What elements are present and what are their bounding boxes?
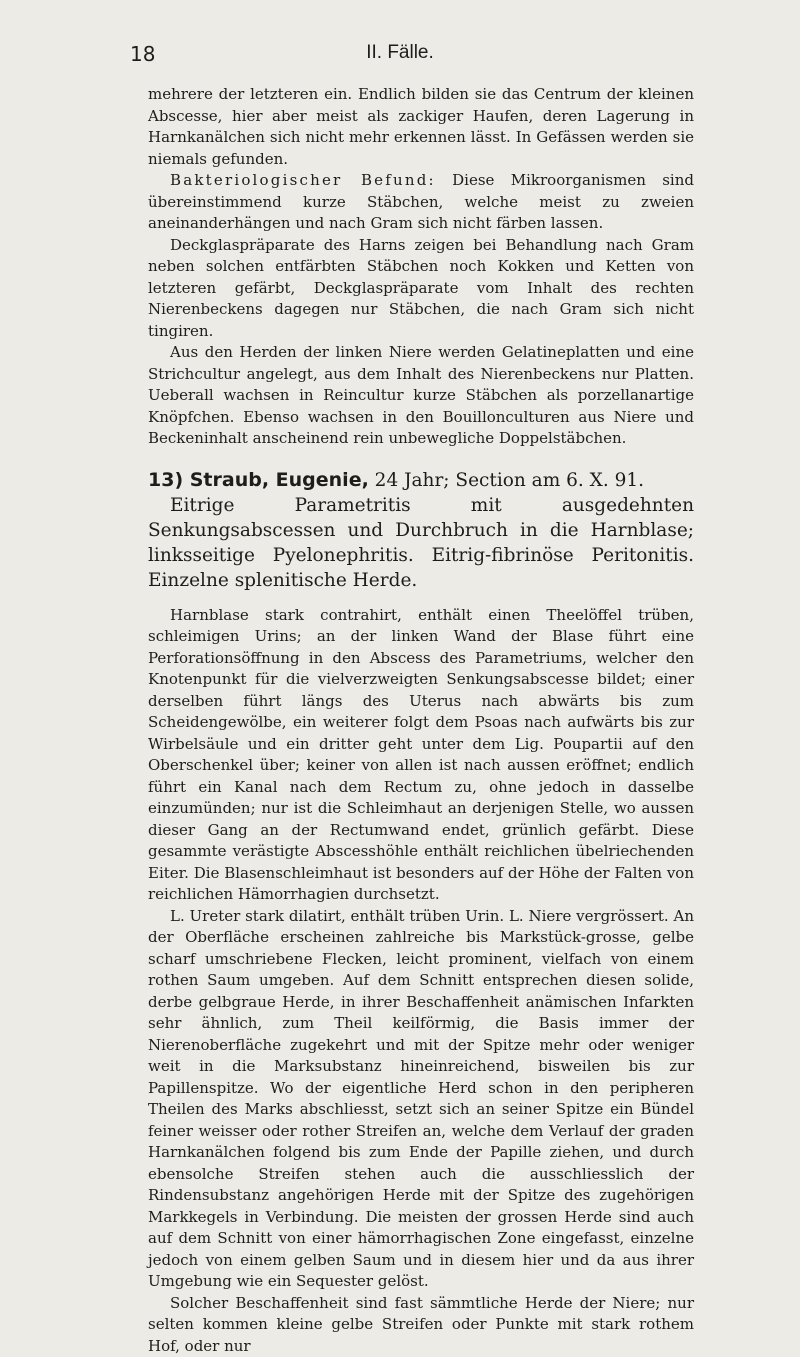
coverslip-paragraph: Deckglaspräparate des Harns zeigen bei Behandlung nach Gram neben solchen entfärbten Stäbchen noch Kokken und Ketten von letzteren gefärbt, Deckglaspräparate vom Inhalt des rechten Nierenbeckens dagegen nur Stäbchen, die nach Gram sich nicht tingiren. <box>148 235 694 343</box>
culture-paragraph: Aus den Herden der linken Niere werden Gelatineplatten und eine Strichcultur angelegt, aus dem Inhalt des Nierenbeckens nur Platten. Ueberall wachsen in Reincultur kurze Stäbchen als porzellanartige Knöpfchen. Ebenso wachsen in den Bouillonculturen aus Niere und Beckeninhalt anscheinend rein unbewegliche Doppelstäbchen. <box>148 342 694 450</box>
page-number: 18 <box>130 42 155 66</box>
case-diagnosis: Eitrige Parametritis mit ausgedehnten Senkungsabscessen und Durchbruch in die Harnblase; linksseitige Pyelonephritis. Eitrig-fibrinöse Peritonitis. Einzelne splenitische Herde. <box>148 493 694 593</box>
page-header <box>0 42 800 72</box>
case-number-name: 13) Straub, Eugenie, <box>148 469 369 491</box>
bladder-paragraph: Harnblase stark contrahirt, enthält einen Theelöffel trüben, schleimigen Urins; an der linken Wand der Blase führt eine Perforationsöffnung in den Abscess des Parametriums, welcher den Knotenpunkt für die vielverzweigten Senkungsabscesse bildet; einer derselben führt längs des Uterus nach abwärts bis zum Scheidengewölbe, ein weiterer folgt dem Psoas nach aufwärts bis zur Wirbelsäule und ein dritter geht unter dem Lig. Poupartii auf den Oberschenkel über; keiner von allen ist nach aussen eröffnet; endlich führt ein Kanal nach dem Rectum zu, ohne jedoch in dasselbe einzumünden; nur ist die Schleimhaut an derjenigen Stelle, wo aussen dieser Gang an der Rectumwand endet, grünlich gefärbt. Diese gesammte verästigte Abscesshöhle enthält reichlichen übelriechenden Eiter. Die Blasenschleimhaut ist besonders auf der Höhe der Falten von reichlichen Hämorrhagien durchsetzt. <box>148 605 694 906</box>
bacteriology-text: Diese Mikroorganismen sind übereinstimmend kurze Stäbchen, welche meist zu zweien aneinanderhängen und nach Gram sich nicht färben lassen. <box>148 171 694 232</box>
bacteriology-paragraph <box>148 170 694 235</box>
kidney-paragraph: L. Ureter stark dilatirt, enthält trüben Urin. L. Niere vergrössert. An der Oberfläche erscheinen zahlreiche bis Markstück-grosse, gelbe scharf umschriebene Flecken, leicht prominent, vielfach von einem rothen Saum umgeben. Auf dem Schnitt entsprechen diesen solide, derbe gelbgraue Herde, in ihrer Beschaffenheit anämischen Infarkten sehr ähnlich, zum Theil keilförmig, die Basis immer der Nierenoberfläche zugekehrt und mit der Spitze mehr oder weniger weit in die Marksubstanz hineinreichend, bisweilen bis zur Papillenspitze. Wo der eigentliche Herd schon in den peripheren Theilen des Marks abschliesst, setzt sich an seiner Spitze ein Bündel feiner weisser oder rother Streifen an, welche dem Verlauf der graden Harnkanälchen folgend bis zum Ende der Papille ziehen, und durch ebensolche Streifen stehen auch die ausschliesslich der Rindensubstanz angehörigen Herde mit der Spitze des zugehörigen Markkegels in Verbindung. Die meisten der grossen Herde sind auch auf dem Schnitt von einer hämorrhagischen Zone eingefasst, einzelne jedoch von einem gelben Saum und in diesem hier und da aus ihrer Umgebung wie ein Sequester gelöst. <box>148 906 694 1293</box>
case-heading <box>148 468 694 493</box>
bacteriology-label: Bakteriologischer Befund: <box>170 171 436 189</box>
intro-paragraph: mehrere der letzteren ein. Endlich bilden sie das Centrum der kleinen Abscesse, hier aber meist als zackiger Haufen, deren Lagerung in Harnkanälchen sich nicht mehr erkennen lässt. In Gefässen werden sie niemals gefunden. <box>148 84 694 170</box>
page-body <box>148 84 694 1357</box>
herde-paragraph: Solcher Beschaffenheit sind fast sämmtliche Herde der Niere; nur selten kommen kleine gelbe Streifen oder Punkte mit stark rothem Hof, oder nur <box>148 1293 694 1357</box>
case-meta: 24 Jahr; Section am 6. X. 91. <box>369 470 644 491</box>
running-title: II. Fälle. <box>0 42 800 64</box>
